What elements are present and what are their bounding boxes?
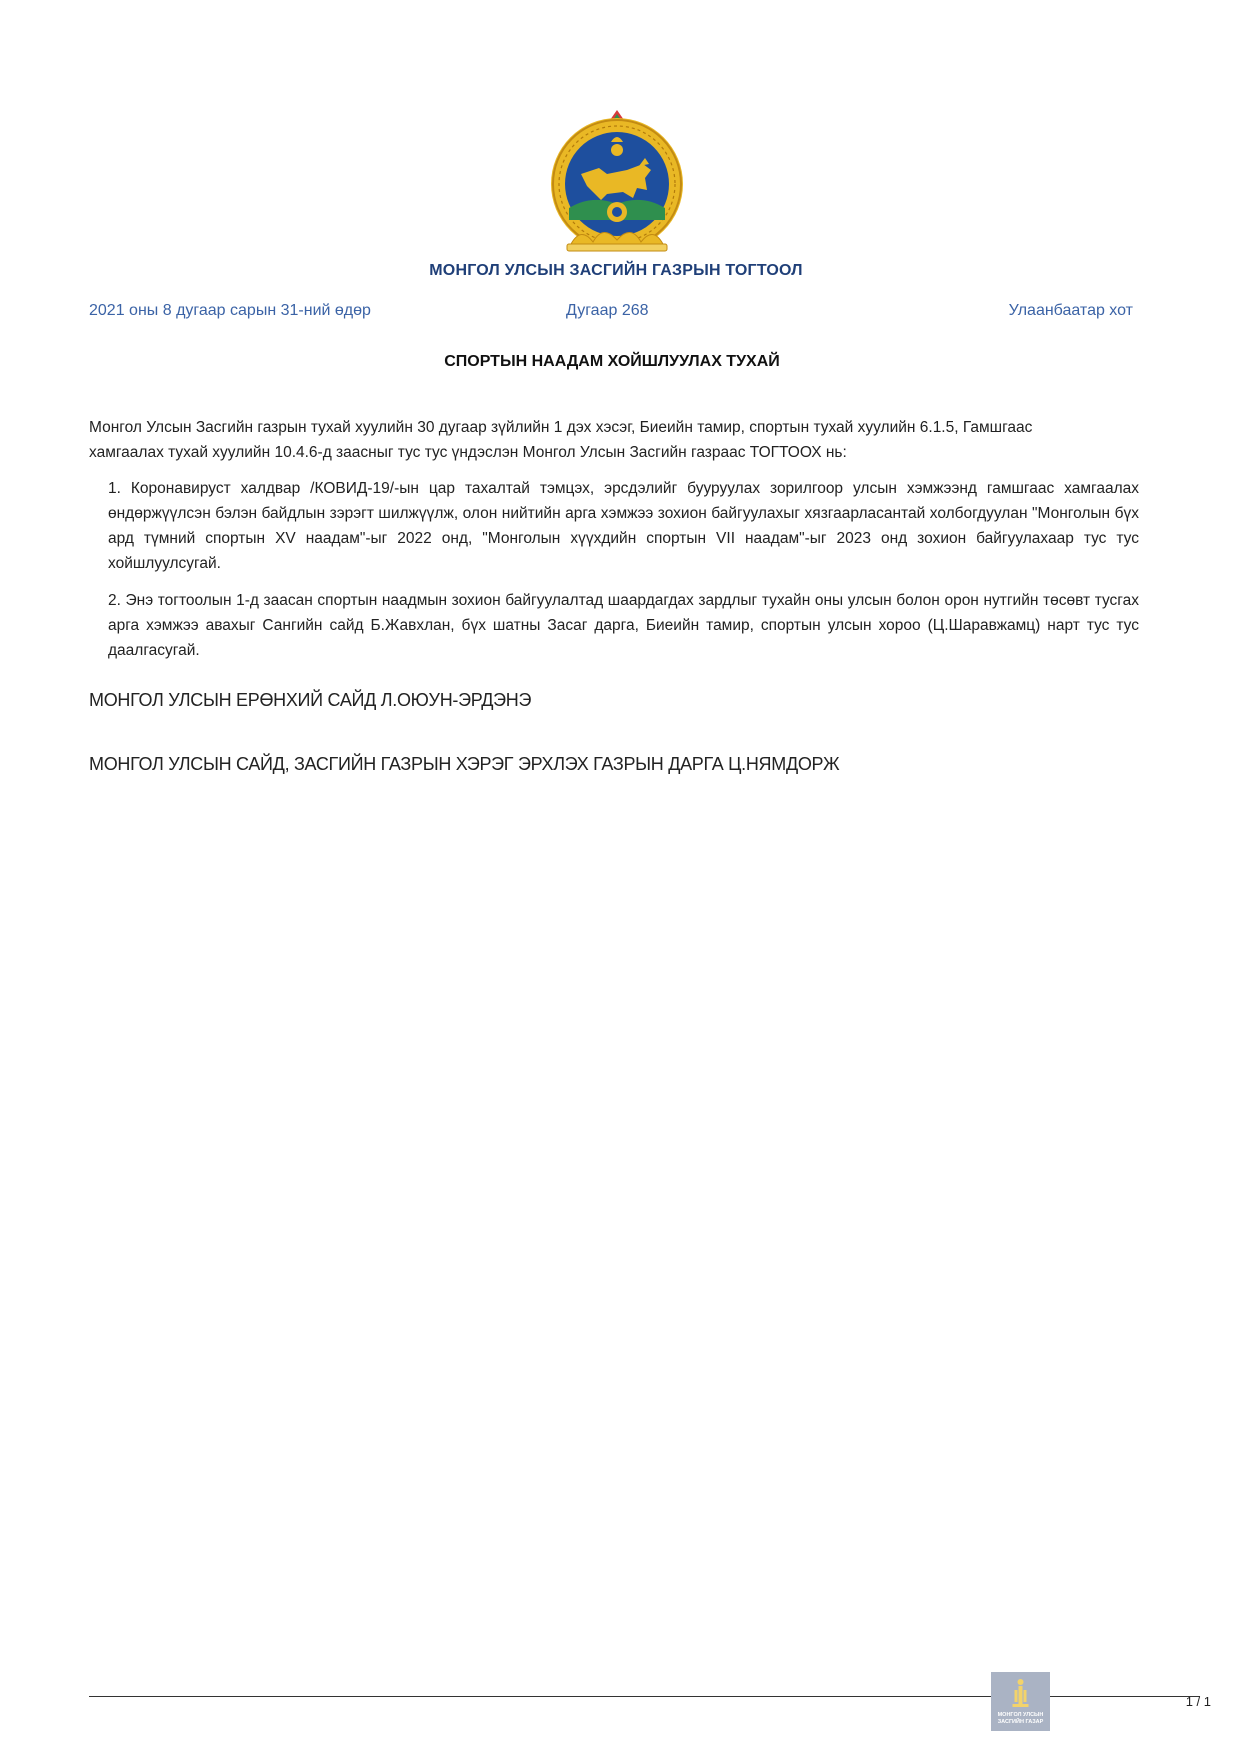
document-date: 2021 оны 8 дугаар сарын 31-ний өдөр xyxy=(89,302,371,319)
mongolia-state-emblem-icon xyxy=(547,108,687,260)
document-number: Дугаар 268 xyxy=(566,302,649,319)
resolution-item-2: 2. Энэ тогтоолын 1-д заасан спортын наадмын зохион байгуулалтад шаардагдах зардлыг тухайн оны улсын болон орон нутгийн төсөвт тусгах арга хэмжээ авахыг Сангийн сайд Б.Жавхлан, бүх шатны Засаг дарга, Биеийн тамир, спортын улсын хороо (Ц.Шаравжамц) нарт тус тус даалгасугай. xyxy=(108,592,1139,659)
government-agency-logo-icon xyxy=(991,1672,1050,1731)
signature-prime-minister: МОНГОЛ УЛСЫН ЕРӨНХИЙ САЙД Л.ОЮУН-ЭРДЭНЭ xyxy=(89,690,532,710)
intro-paragraph: Монгол Улсын Засгийн газрын тухай хуулийн 30 дугаар зүйлийн 1 дэх хэсэг, Биеийн тамир, спортын тухай хуулийн 6.1.5, Гамшгаас хамгаалах тухай хуулийн 10.4.6-д заасныг тус тус үндэслэн Монгол Улсын Засгийн газраас ТОГТООХ нь: xyxy=(89,419,1033,461)
page-number: 1 / 1 xyxy=(1185,1694,1211,1709)
signature-cabinet-secretary: МОНГОЛ УЛСЫН САЙД, ЗАСГИЙН ГАЗРЫН ХЭРЭГ ЭРХЛЭХ ГАЗРЫН ДАРГА Ц.НЯМДОРЖ xyxy=(89,754,840,774)
document-place: Улаанбаатар хот xyxy=(1008,302,1133,319)
logo-text-line-1: МОНГОЛ УЛСЫН xyxy=(997,1712,1044,1718)
document-title: МОНГОЛ УЛСЫН ЗАСГИЙН ГАЗРЫН ТОГТООЛ xyxy=(429,262,803,279)
resolution-items xyxy=(108,476,1139,675)
resolution-item-1: 1. Коронавируст халдвар /КОВИД-19/-ын цар тахалтай тэмцэх, эрсдэлийг бууруулах зорилгоор улсын хэмжээнд гамшгаас хамгаалах өндөржүүлсэн бэлэн байдлын зэрэгт шилжүүлж, олон нийтийн арга хэмжээ зохион байгуулахыг хязгаарласантай холбогдуулан "Монголын бүх ард түмний спортын XV наадам"-ыг 2022 онд, "Монголын хүүхдийн спортын VII наадам"-ыг 2023 онд зохион байгуулахаар тус тус хойшлуулсугай. xyxy=(108,480,1139,572)
logo-text-line-2: ЗАСГИЙН ГАЗАР xyxy=(997,1719,1044,1725)
document-subject: СПОРТЫН НААДАМ ХОЙШЛУУЛАХ ТУХАЙ xyxy=(444,353,780,370)
